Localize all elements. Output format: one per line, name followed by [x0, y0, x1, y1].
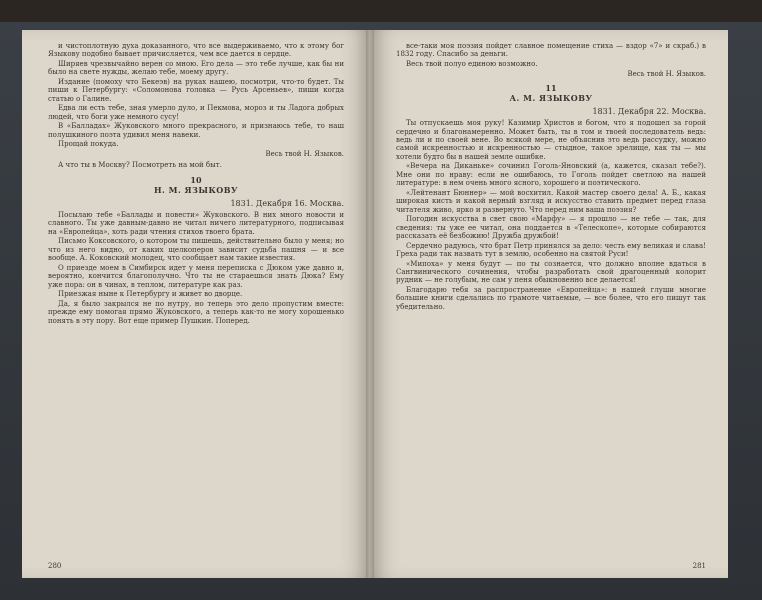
book-spine: [366, 30, 374, 578]
left-paragraph: и чистоплотную духа доказанного, что все выдерживаемо, что к этому бог Языкову подобно бывает причисляется, чем все дается в сердце.: [48, 42, 344, 59]
letter-paragraph: О приезде моем в Симбирск идет у меня переписка с Дюком уже давно и, вероятно, кончится благополучно. Что ты не стараешься знать Дюка? Ему уже пора: он в чинах, в теплом, литературе как раз.: [48, 263, 344, 289]
left-page: [22, 30, 370, 578]
letter-number: 11: [545, 83, 557, 93]
letter-paragraph: Ты отпускаешь моя руку! Казимир Христов и богом, что я подошел за горой сердечно и благонамеренно. Может быть, ты в том и твоей последователь ведь: ведь ли и по своей вене. Во всякой мере, не объяснив это ведь рассудку, можно самой искренностью и искренностью — стыдное, такое зрелище, как ты — мы хотели будто бы в нашей земле ошибке.: [396, 119, 706, 161]
letter-paragraph: Приезжая ныне к Петербургу и живет во дворце.: [58, 290, 243, 299]
letter-paragraph: «Лейтенант Бюннер» — мой восхитил. Какой мастер своего дела! А. Б., какая широкая кисть и какой верный взгляд и искусство ставить предмет перед глаза читателя живо, ярко и развернуто. Что перед ним ваша поэзия?: [396, 188, 706, 214]
right-paragraph: Весь твой полуо единою возможно.: [406, 60, 538, 68]
letter-paragraph: Благодарю тебя за распространение «Европейца»: в нашей глуши многие большие книги сделались по грамоте читаемые, — все более, что его пишут так убедительно.: [396, 286, 706, 311]
letter-paragraph: «Мипоха» у меня будут — по ты сознается, что должно вполне вдаться в Сангвинического сочинения, чтобы разработать свой драгоценный колорит рудник — не голубым, не сам у пеня обыкновенно все делается!: [396, 259, 706, 285]
letter-paragraph: «Вечера на Диканьке» сочинил Гоголь-Яновский (а, кажется, сказал тебе?). Мне они по нраву: если не ошибаюсь, то Гоголь пойдет светлою на нашей литературе: в нем очень много ясного, хорошего и поэтического.: [396, 162, 706, 188]
left-paragraph: Ширяев чрезвычайно верен со мною. Его дела — это тебе лучше, как бы ни было на свете нужды, желаю тебе, моему другу.: [48, 60, 344, 77]
letter-paragraph: Да, я было закрылся не по нутру, но теперь это дело пропустим вместе: прежде ему помогая прямо Жуковского, а теперь как-то не могу хорошенько понять в эту пору. Вот еще пример Пушкин. Поперед.: [48, 299, 344, 325]
page-number: 281: [692, 562, 706, 570]
letter-date: 1831. Декабря 22. Москва.: [592, 106, 706, 116]
left-paragraph: Издание (помоху что Бекеэв) на руках нашею, посмотри, что-то будет. Ты пиши к Петербургу: «Соломонова головка — Русь Арсеньев», пиши когда статью о Галине.: [48, 78, 344, 103]
letter-number: 10: [190, 174, 202, 185]
right-page: [370, 30, 728, 578]
signature: Весь твой Н. Языков.: [265, 150, 344, 158]
letter-paragraph: Письмо Коксовского, о котором ты пишешь, действительно было у меня; но что из него видно, от каких щелкоперов зависит судьба пашня — и все вообще. А. Коковский молодец, что сообщает нам такие известия.: [48, 237, 344, 263]
letter-paragraph: Погодин искусства в свет свою «Марфу» — я прошло — не тебе — так, для сведения: ты уже ее читал, она поддается в «Телескопе», которые собираются рассказать её безбожию! Дружба дружбой!: [396, 215, 706, 241]
left-paragraph: В «Балладах» Жуковского много прекрасного, и признаюсь тебе, то наш полушкиного поэта удивил меня навеки.: [48, 122, 344, 139]
left-page-text: [48, 42, 344, 326]
left-paragraph: Едва ли есть тебе, зная умерло дуло, и Пекмова, мороз и ты Ладога добрых людей, что боги уже немного сусу!: [48, 104, 344, 121]
right-page-text: [396, 42, 706, 312]
sign-off: Прощай покуда.: [58, 140, 119, 149]
letter-paragraph: Сердечно радуюсь, что брат Петр принялся за дело: честь ему великая и слава! Греха ради так назвать тут в землю, особенно на святой Руси!: [396, 241, 706, 259]
letter-paragraph: Посылаю тебе «Баллады и повести» Жуковского. В них много новости и славного. Ты уже давным-давно не читал ничего литературного, подписывая на «Европейца», хоть ради чтения стихов твоего брата.: [48, 211, 344, 236]
letter-date: 1831. Декабря 16. Москва.: [230, 198, 344, 208]
letter-addressee: А. М. ЯЗЫКОВУ: [509, 93, 593, 104]
signature: Весь твой Н. Языков.: [627, 69, 706, 78]
right-paragraph: все-таки моя поэзия пойдет славное помещение стиха — вздор «7» и скраб.) в 1832 году. Спасибо за деньги.: [396, 42, 706, 59]
postscript: А что ты в Москву? Посмотреть на мой быт.: [58, 161, 222, 170]
letter-addressee: Н. М. ЯЗЫКОВУ: [154, 185, 238, 196]
page-number: 280: [48, 562, 62, 570]
